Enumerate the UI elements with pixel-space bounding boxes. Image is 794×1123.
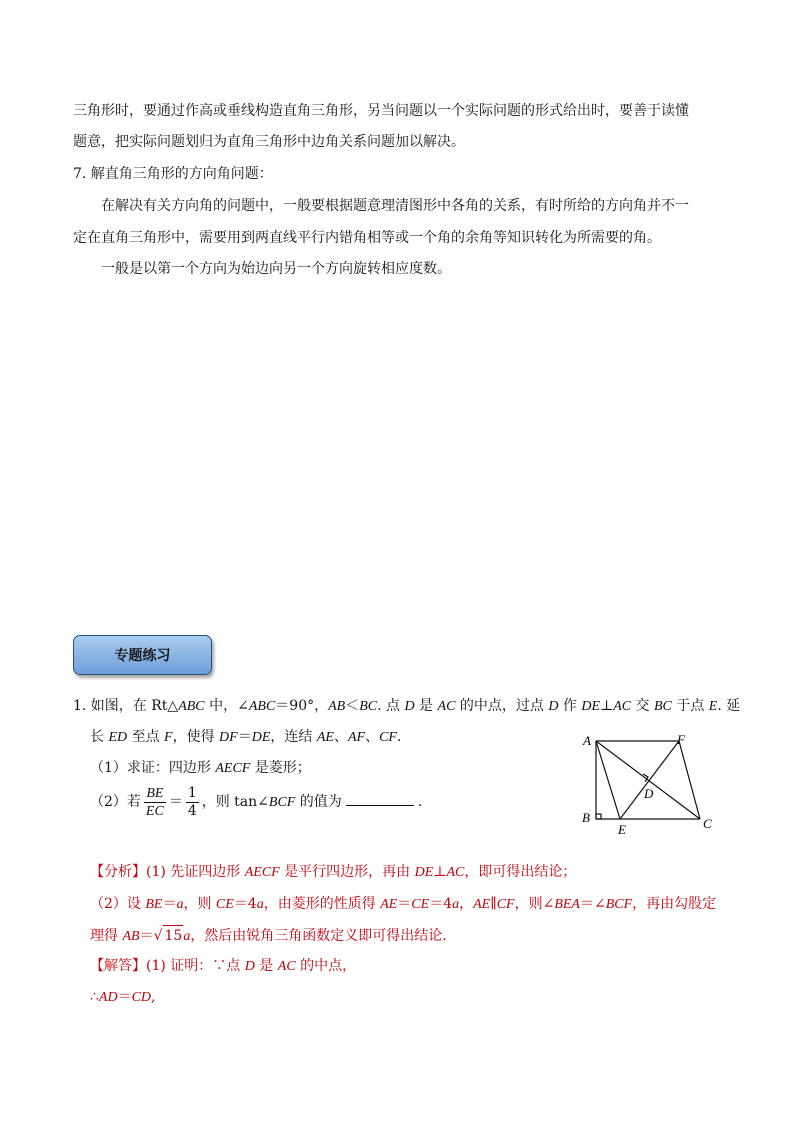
label-b: B — [582, 810, 590, 825]
answer-line-1: 【解答】(1) 证明：∵点 D 是 AC 的中点， — [90, 958, 357, 974]
practice-section-button[interactable]: 专题练习 — [73, 635, 212, 675]
answer-tag: 【解答】 — [90, 958, 146, 974]
answer-line-2: ∴AD＝CD, — [90, 989, 156, 1005]
segment-ef — [620, 741, 679, 819]
label-c: C — [703, 816, 712, 831]
question-1: （1）求证：四边形 AECF 是菱形； — [90, 760, 311, 776]
question-2: （2）若 $\frac{BE}{EC}$ ＝ $\frac{1}{4}$ ，则 tan∠BCF 的值为 . — [90, 784, 423, 819]
section-7-para1-line2: 定在直角三角形中，需要用到两直线平行内错角相等或一个角的余角等知识转化为所需要的角。 — [73, 230, 661, 246]
intro-line-1: 三角形时，要通过作高或垂线构造直角三角形，另当问题以一个实际问题的形式给出时，要善于读懂 — [73, 103, 689, 119]
fraction-be-ec: $\frac{BE}{EC}$ — [145, 785, 164, 819]
answer-blank[interactable] — [346, 791, 414, 806]
segment-ac — [596, 741, 700, 819]
section-7-para2: 一般是以第一个方向为始边向另一个方向旋转相应度数。 — [101, 261, 451, 277]
analysis-line-1: 【分析】(1) 先证四边形 AECF 是平行四边形，再由 DE⊥AC，即可得出结论； — [90, 864, 577, 880]
label-d: D — [644, 786, 654, 801]
geometry-figure — [575, 728, 725, 840]
segment-ae — [596, 741, 620, 819]
label-f: F — [677, 732, 685, 747]
right-angle-mark-b — [596, 814, 601, 819]
label-a: A — [583, 733, 591, 748]
section-7-para1-line1: 在解决有关方向角的问题中，一般要根据题意理清图形中各角的关系，有时所给的方向角并不一 — [101, 198, 689, 214]
analysis-line-3: 理得 AB＝√ 15a，然后由锐角三角函数定义即可得出结论. — [90, 925, 447, 947]
segment-fc — [679, 741, 700, 819]
analysis-tag: 【分析】 — [90, 864, 146, 880]
intro-line-2: 题意，把实际问题划归为直角三角形中边角关系问题加以解决。 — [73, 134, 465, 150]
problem-line-1: 1. 如图，在 Rt△ABC 中，∠ABC＝90°，AB＜BC. 点 D 是 AC 的中点，过点 D 作 DE⊥AC 交 BC 于点 E. 延 — [73, 698, 741, 714]
label-e: E — [618, 822, 626, 837]
sqrt-symbol: √ — [153, 928, 163, 944]
fraction-one-quarter: $\frac{1}{4}$ — [187, 784, 197, 819]
section-7-heading: 7. 解直角三角形的方向角问题： — [73, 166, 273, 182]
problem-line-2: 长 ED 至点 F，使得 DF＝DE，连结 AE、AF、CF. — [90, 729, 402, 745]
analysis-line-2: （2）设 BE＝a，则 CE＝4a，由菱形的性质得 AE＝CE＝4a，AE∥CF，则∠BEA＝∠BCF，再由勾股定 — [90, 896, 717, 912]
